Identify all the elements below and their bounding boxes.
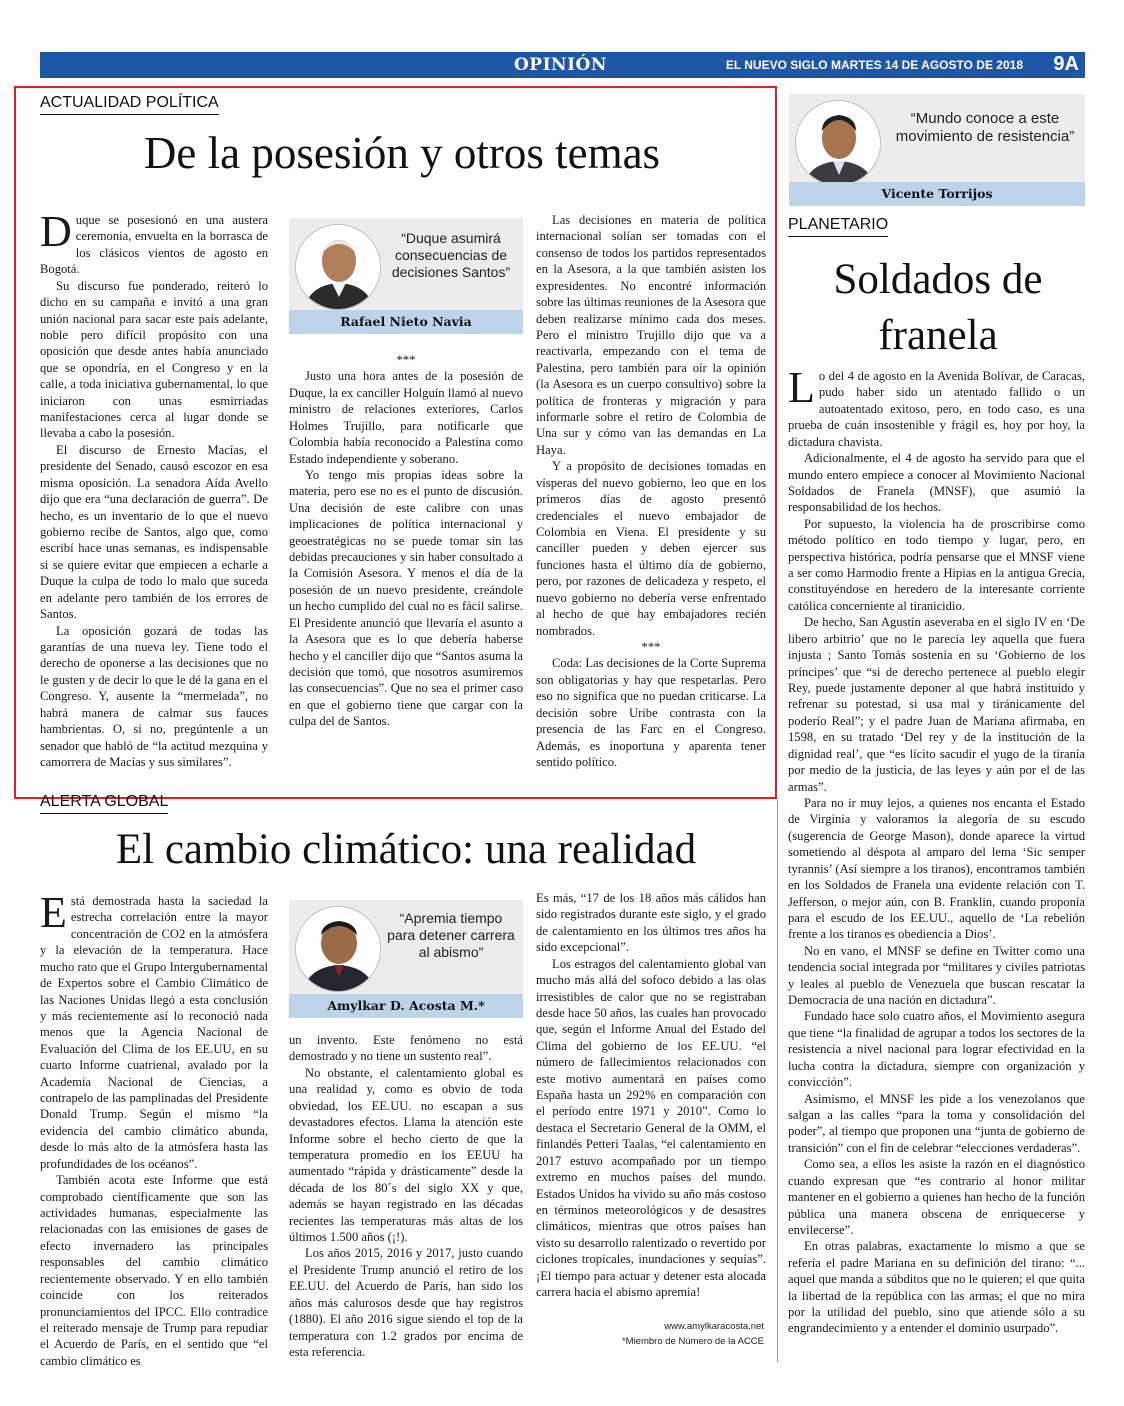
article2-p8: Asimismo, el MNSF les pide a los venezolanos que salgan a las calles “para la toma y consolidación del poder”, al tiempo que proponen una “junta de gobierno de transición” con el fin de celebrar “elecciones verdaderas”. (788, 1091, 1085, 1155)
article1-c1-p3: El discurso de Ernesto Macías, el presidente del Senado, causó escozor en esa misma oposición. La senadora Aída Avello dijo que era “una declaración de guerra”. De hecho, es un inventario de lo que el nuevo gobierno recibe de Santos, algo que, como escribí hace unas semanas, es indispensable si se quiere evitar que empiecen a echarle a Duque la culpa de todo lo malo que suceda en adelante pero también de los errores de Santos. (40, 442, 268, 622)
section-header-bar (40, 52, 1085, 78)
article2-p7: Fundado hace solo cuatro años, el Movimiento asegura que tiene “la finalidad de agrupar a todos los sectores de la resistencia a nivel nacional para lograr efectividad en la lucha contra la dictadura, siempre con organización y convicción”. (788, 1009, 1085, 1090)
article2-quote-box (789, 94, 1085, 206)
column-divider (777, 800, 778, 1362)
article3-column-1 (40, 888, 268, 1369)
article3-c1-p1: Está demostrada hasta la saciedad la estrecha correlación entre la mayor concentración de CO2 en la atmósfera y la elevación de la temperatura. Hace mucho rato que el Grupo Intergubernamental de Expertos sobre el Cambio Climático de las Naciones Unidas llegó a esta conclusión y más recientemente así lo reconoció nada menos que la Agencia Nacional de Evaluación del Clima de los EE.UU, en su cuarto Informe cuatrienal, avalado por la Academia Nacional de Ciencias, a contrapelo de las pamplinadas del Presidente Donald Trump. Según el mismo “la evidencia del cambio climático abunda, desde lo más alto de la atmósfera hasta las profundidades de los océanos”. (40, 888, 268, 1171)
article3-quote-box (289, 900, 523, 1018)
article2-pull-quote: “Mundo conoce a este movimiento de resistencia” (895, 110, 1075, 145)
author-website: www.amylkaracosta.net (664, 1321, 764, 1332)
article1-c1-p2: Su discurso fue ponderado, reiteró lo dicho en su campaña e invitó a una gran unión nacional para sacar este país adelante, noble pero difícil propósito con una oposición que desde antes había anunciado que se opondría, en el Congreso y en la calle, a toda iniciativa gubernamental, lo que iniciaron con unas esmirriadas manifestaciones cerca al lugar donde se llevaba a cabo la posesión. (40, 278, 268, 441)
article1-author: Rafael Nieto Navia (289, 310, 523, 334)
article2-headline: Soldados de franela (833, 256, 1043, 359)
article3-pull-quote: “Apremia tiempo para detener carrera al abismo” (387, 910, 515, 960)
article1-c2-p2: Yo tengo mis propias ideas sobre la materia, pero ese no es el punto de discusión. Una decisión de este calibre con unas implicaciones de política internacional y geoestratégicas no se puede tomar sin las debidas precauciones y sin haber consultado a la Comisión Asesora. Y menos el día de la posesión de un nuevo presidente, creándole un hecho cumplido del cual no es fácil salirse. El Presidente anunció que llevaría el asunto a la Asesora que es lo que debería haberse hecho y el canciller dijo que “Santos asuma la decisión que tomó, que nosotros asumiremos las consecuencias”. Que no sea el primer caso en que el gobierno tiene que cargar con la culpa del de Santos. (289, 467, 523, 729)
article3-c3-p2: Los estragos del calentamiento global van mucho más allá del sofoco debido a las olas irresistibles de calor que no se registraban desde hace 50 años, las cuales han provocado que, según el Informe Anual del Estado del Clima del gobierno de los EE.UU. “el número de fallecimientos relacionados con este motivo aumentará en países como España hasta un 292% en comparación con el período entre 1971 y 2010”. Como lo destaca el Secretario General de la OMM, el finlandés Petteri Taalas, “el calentamiento en 2017 estuvo acompañado por un tiempo extremo en muchos países del mundo. Estados Unidos ha vivido su año más costoso en términos meteorológicos y de desastres climáticos, mientras que otros países han visto su desarrollo ralentizado o revertido por ciclones tropicales, inundaciones y sequías”. ¡El tiempo para actuar y detener esta alocada carrera hacia el abismo apremia! (536, 956, 766, 1300)
article1-kicker: ACTUALIDAD POLÍTICA (40, 94, 219, 115)
dropcap: D (40, 207, 72, 256)
article3-c2-p2: No obstante, el calentamiento global es una realidad y, como es obvio de toda obviedad, los EE.UU. no escapan a sus devastadores efectos. Llama la atención este Informe sobre el hecho cierto de que la temperatura promedio en los EEUU ha aumentado “rápida y drásticamente” desde la década de los 80´s del siglo XX y que, además se hayan registrado en las décadas recientes las temperaturas más altas de los últimos 1.500 años (¡!). (289, 1065, 523, 1245)
article2-p4: De hecho, San Agustín aseveraba en el siglo IV en ‘De libero arbitrio’ que no le parecía ley aquella que fuera injusta ; Santo Tomás sostenía en su ‘Gobierno de los príncipes’ que “si de derecho pertenece al pueblo elegir Rey, puede justamente deponer al que habrá instituido y refrenar su potestad, si usa mal y tiránicamente del poderío Real”; y el padre Juan de Mariana afirmaba, en 1598, en su tratado ‘Del rey y de la institución de la dignidad real’, que “es lícito sacudir el yugo de la tiranía por medio de la justicia, de las leyes y aún por el de las armas”. (788, 615, 1085, 794)
section-name: OPINIÓN (514, 55, 607, 75)
article3-column-3 (536, 890, 766, 1301)
separator-stars: *** (641, 639, 661, 654)
article1-column-1 (40, 207, 268, 770)
article1-c3-p3: Coda: Las decisiones de la Corte Suprema son obligatorias y hay que respetarlas. Pero eso no significa que no puedan criticarse. La decisión sobre Uribe contrasta con la presencia de las Farc en el Congreso. Además, es inoportuna y aparenta tener sentido político. (536, 656, 766, 769)
article3-headline: El cambio climático: una realidad (115, 826, 697, 873)
dropcap: L (788, 363, 815, 412)
article3-column-2 (289, 1032, 523, 1360)
article1-column-2 (289, 352, 523, 730)
article1-c1-p1: Duque se posesionó en una austera ceremonia, envuelta en la borrasca de los clásicos vientos de agosto en Bogotá. (40, 207, 268, 277)
paper-date: EL NUEVO SIGLO MARTES 14 DE AGOSTO DE 2018 (725, 58, 1023, 72)
article3-c3-p1: Es más, “17 de los 18 años más cálidos han sido registrados durante este siglo, y el grado de calentamiento en los últimos tres años ha sido excepcional”. (536, 891, 766, 955)
article1-headline: De la posesión y otros temas (143, 128, 661, 178)
article2-p10: En otras palabras, exactamente lo mismo a que se refería el padre Mariana en su definición del tirano: “... aquel que manda a súbditos que no le quieren; el que quita la libertad de la república con las armas; el que no mira por la utilidad del pueblo, sino que atiende sólo a su engrandecimiento y a entender el dominio usurpado”. (788, 1239, 1085, 1336)
article1-c1-p4: La oposición gozará de todas las garantías de una nueva ley. Tiene todo el derecho de oponerse a las decisiones que no le gusten y de decir lo que le dé la gana en el Congreso. Y, ausente la “mermelada”, no habrá manera de calmar sus fauces hambrientas. O, si no, pregúntenle a un senador que habló de “la actitud mezquina y camorrera de Macías y sus similares”. (40, 623, 268, 769)
author-footnote: *Miembro de Número de la ACCE (621, 1336, 764, 1347)
article3-c1-p2: También acota este Informe que está comprobado científicamente que son las actividades humanas, especialmente las relacionadas con las emisiones de gases de efecto invernadero las principales responsables del cambio climático recientemente observado. Y en ello también coincide con los reiterados pronunciamientos del IPCC. Ello contradice el reiterado mensaje de Trump para repudiar el Acuerdo de París, en el sentido que “el cambio climático es (40, 1173, 268, 1368)
article1-c3-p1: Las decisiones en materia de política internacional solían ser tomadas con el consenso de todos los partidos representados en la Asesora, a la que también asisten los expresidentes. No encontré información sobre las últimas reuniones de la Asesora que deben realizarse mínimo cada dos meses. Pero el ministro Trujillo dijo que va a reactivarla, empezando con el tema de Palestina, pero también para oír la opinión (la Asesora es un cuerpo consultivo) sobre la política de fronteras y migración y para informarle sobre el retiro de Colombia de Una sur y cómo van las demandas en La Haya. (536, 213, 766, 457)
article1-quote-box (289, 218, 523, 334)
author-photo-icon (295, 224, 381, 310)
article3-c2-p1: un invento. Este fenómeno no está demostrado y no tiene un sustento real”. (289, 1033, 523, 1064)
article3-author: Amylkar D. Acosta M.* (289, 994, 523, 1018)
article2-author: Vicente Torrijos (789, 182, 1085, 206)
article2-p3: Por supuesto, la violencia ha de proscribirse como método político en todo tiempo y lugar, pero, en perspectiva histórica, podría pensarse que el MNSF viene a ser como Harmodio frente a Hipias en la antigua Grecia, constituyéndose en heredero de la interesante corriente católica concerniente al tiranicidio. (788, 516, 1085, 613)
article1-pull-quote: “Duque asumirá consecuencias de decisiones Santos” (391, 230, 511, 280)
page-number: 9A (1053, 53, 1079, 75)
article1-c2-p1: Justo una hora antes de la posesión de Duque, la ex canciller Holguín llamó al nuevo ministro de relaciones exteriores, Carlos Holmes Trujillo, para notificarle que Colombia había reconocido a Palestina como Estado independiente y soberano. (289, 369, 523, 466)
article1-c3-p2: Y a propósito de decisiones tomadas en vísperas del nuevo gobierno, leo que en los primeros días de agosto presentó credenciales el nuevo embajador de Colombia en Viena. El presidente y su canciller pueden y deben ejercer sus funciones hasta el último día de gobierno, pero, por razones de delicadeza y respeto, el nuevo gobierno no debería verse enfrentado al hecho de que hay embajadores recién nombrados. (536, 459, 766, 638)
article2-body (788, 363, 1085, 1337)
article3-c2-p3: Los años 2015, 2016 y 2017, justo cuando el Presidente Trump anunció el retiro de los EE.UU. del Acuerdo de París, han sido los años más calurosos desde que hay registros (1880). El año 2016 sigue siendo el top de la temperatura con 1.2 grados por encima de esta referencia. (289, 1246, 523, 1360)
article2-kicker: PLANETARIO (788, 216, 888, 237)
article2-p9: Como sea, a ellos les asiste la razón en el diagnóstico cuando expresan que “es contrario al honor militar mantener en el gobierno a quienes han hecho de la función pública una manera obscena de enriquecerse y envilecerse”. (788, 1157, 1085, 1237)
article3-kicker: ALERTA GLOBAL (40, 793, 168, 814)
article2-p1: Lo del 4 de agosto en la Avenida Bolívar, de Caracas, pudo haber sido un atentado fallido o un autoatentado exitoso, pero, en todo caso, es una prueba de cuán insostenible y frágil es, hoy por hoy, la dictadura chavista. (788, 363, 1085, 449)
article2-p2: Adicionalmente, el 4 de agosto ha servido para que el mundo entero empiece a conocer al Movimiento Nacional Soldados de Franela (MNSF), que asumió la responsabilidad de los hechos. (788, 451, 1085, 515)
author-photo-icon (795, 100, 881, 186)
article1-column-3 (536, 212, 766, 770)
dropcap: E (40, 888, 67, 937)
article2-p5: Para no ir muy lejos, a quienes nos encanta el Estado de Virginia y valoramos la alegoría de su escudo (sugerencia de George Mason), donde aparece la virtud sometiendo al déspota al amparo del lema ‘Sic semper tyrannis’ (Así siempre a los tiranos), encontramos también en los Soldados de Franela una evidente relación con T. Jefferson, o mejor aún, con B. Franklin, cuando proponía para el escudo de los EE.UU., aquello de ‘La rebelión frente a los tiranos es obediencia a Dios’. (788, 795, 1085, 942)
article2-p6: No en vano, el MNSF se define en Twitter como una tendencia social integrada por “militares y civiles patriotas y leales al pueblo de Venezuela que buscan rescatar la Democracia de una nación en dictadura”. (788, 943, 1085, 1008)
author-photo-icon (295, 906, 381, 992)
separator-stars: *** (396, 353, 416, 367)
